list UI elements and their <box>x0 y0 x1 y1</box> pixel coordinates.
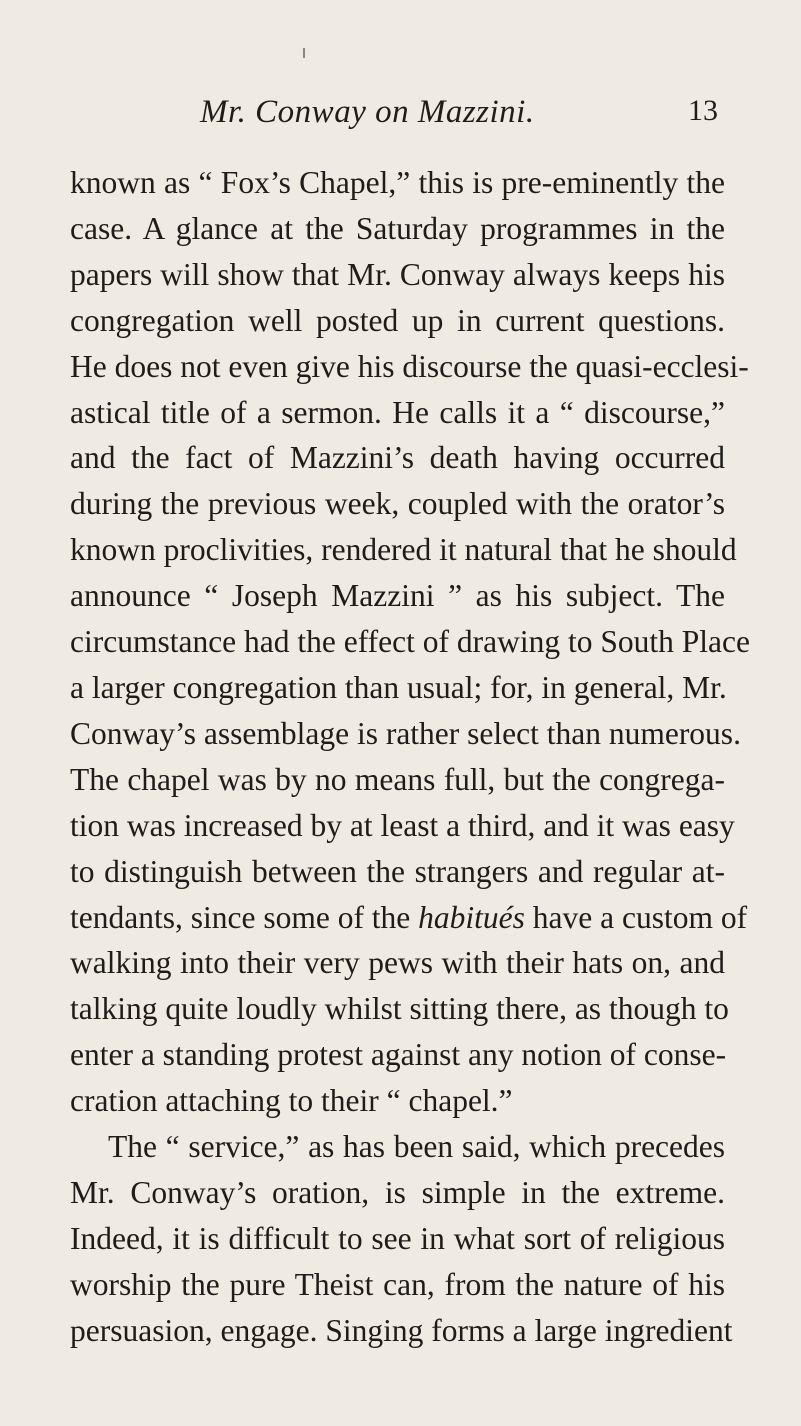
body-paragraphs <box>70 160 750 1354</box>
page-number: 13 <box>688 94 718 127</box>
text-line-paragraph-start: The “ service,” as has been said, which precedes <box>108 1129 725 1165</box>
text-line: talking quite loudly whilst sitting there, as though to <box>70 991 729 1027</box>
text-line-head: tendants, since some of the <box>70 899 411 935</box>
text-line: persuasion, engage. Singing forms a large ingredient <box>70 1312 733 1348</box>
text-line-tail: have a custom of <box>524 899 748 935</box>
text-line: during the previous week, coupled with the orator’s <box>70 486 725 522</box>
text-line: announce “ Joseph Mazzini ” as his subject. The <box>70 578 725 614</box>
text-line: to distinguish between the strangers and regular at- <box>70 853 725 889</box>
text-line: astical title of a sermon. He calls it a “ discourse,” <box>70 394 725 430</box>
text-line: known proclivities, rendered it natural that he should <box>70 532 737 568</box>
text-line: enter a standing protest against any notion of conse- <box>70 1037 727 1073</box>
text-line: The chapel was by no means full, but the congrega- <box>70 761 725 797</box>
text-line: walking into their very pews with their hats on, and <box>70 945 725 981</box>
text-line: Conway’s assemblage is rather select than numerous. <box>70 715 741 751</box>
text-line: Mr. Conway’s oration, is simple in the extreme. <box>70 1174 725 1210</box>
text-line: congregation well posted up in current questions. <box>70 302 725 338</box>
text-line: Indeed, it is difficult to see in what sort of religious <box>70 1220 725 1256</box>
text-line: He does not even give his discourse the quasi-ecclesi- <box>70 348 749 384</box>
text-line: circumstance had the effect of drawing to South Place <box>70 624 750 660</box>
running-head <box>0 94 801 144</box>
text-line: a larger congregation than usual; for, in general, Mr. <box>70 669 727 705</box>
text-line-with-italic <box>70 895 748 941</box>
running-title: Mr. Conway on Mazzini. <box>200 94 535 130</box>
text-line: case. A glance at the Saturday programmes in the <box>70 210 725 246</box>
ink-mark <box>303 48 305 58</box>
text-line: papers will show that Mr. Conway always keeps his <box>70 256 725 292</box>
text-line: tion was increased by at least a third, and it was easy <box>70 807 735 843</box>
text-line-paragraph-end: cration attaching to their “ chapel.” <box>70 1083 513 1119</box>
italic-word: habitués <box>418 899 525 935</box>
text-line: known as “ Fox’s Chapel,” this is pre-eminently the <box>70 165 725 200</box>
text-line: worship the pure Theist can, from the nature of his <box>70 1266 725 1302</box>
text-line: and the fact of Mazzini’s death having occurred <box>70 440 725 476</box>
